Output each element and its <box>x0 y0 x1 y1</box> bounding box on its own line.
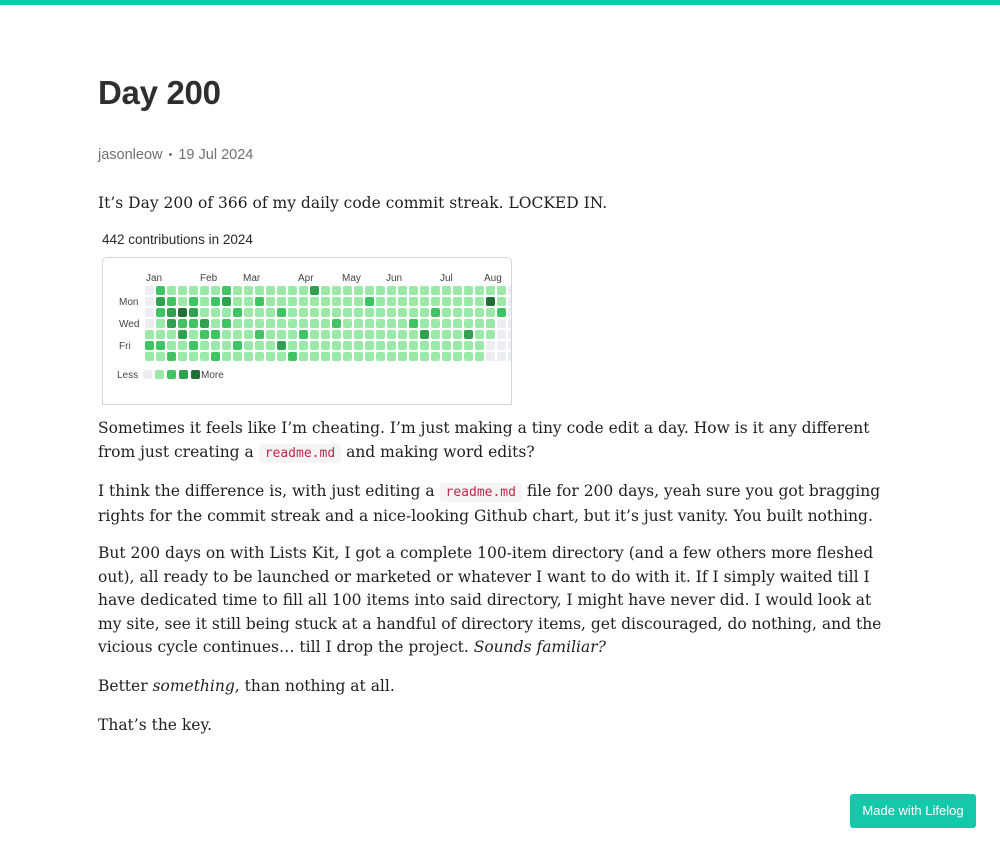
contribution-cell <box>442 341 451 350</box>
contribution-cell <box>244 319 253 328</box>
contribution-cell <box>354 308 363 317</box>
contribution-cell <box>332 308 341 317</box>
contribution-cell <box>508 319 511 328</box>
contribution-cell <box>442 352 451 361</box>
contribution-cell <box>222 319 231 328</box>
contribution-cell <box>321 330 330 339</box>
contribution-cell <box>189 352 198 361</box>
contribution-cell <box>332 319 341 328</box>
contribution-cell <box>475 352 484 361</box>
contribution-cell <box>497 297 506 306</box>
contribution-cell <box>332 297 341 306</box>
contribution-cell <box>431 286 440 295</box>
contribution-cell <box>453 330 462 339</box>
contribution-cell <box>497 286 506 295</box>
contribution-cell <box>244 341 253 350</box>
contribution-cell <box>299 286 308 295</box>
contribution-cell <box>354 319 363 328</box>
contribution-cell <box>266 286 275 295</box>
contribution-cell <box>376 341 385 350</box>
contribution-cell <box>431 330 440 339</box>
contribution-cell <box>409 352 418 361</box>
contribution-cell <box>343 330 352 339</box>
contribution-cell <box>376 319 385 328</box>
contribution-cell <box>332 286 341 295</box>
inline-code: readme.md <box>259 444 341 463</box>
contribution-cell <box>442 330 451 339</box>
contribution-cell <box>497 319 506 328</box>
contribution-cell <box>145 330 154 339</box>
contribution-cell <box>354 341 363 350</box>
contribution-cell <box>288 352 297 361</box>
contribution-cell <box>398 319 407 328</box>
paragraph-intro: It’s Day 200 of 366 of my daily code commit streak. LOCKED IN. <box>98 194 608 212</box>
made-with-lifelog-button[interactable]: Made with Lifelog <box>850 794 976 828</box>
contribution-cell <box>266 341 275 350</box>
contribution-cell <box>475 319 484 328</box>
contribution-cell <box>167 352 176 361</box>
emphasis-text: Sounds familiar? <box>473 638 606 656</box>
contribution-cell <box>189 341 198 350</box>
contribution-cell <box>398 308 407 317</box>
paragraph-text: Sometimes it feels like I’m cheating. I’m just making a tiny code edit a day. How is it any different from just creating a <box>98 419 870 461</box>
contribution-cell <box>420 341 429 350</box>
contribution-cell <box>365 308 374 317</box>
contribution-cell <box>310 308 319 317</box>
contribution-cell <box>321 352 330 361</box>
contribution-cell <box>321 308 330 317</box>
contribution-cell <box>475 330 484 339</box>
contribution-cell <box>200 330 209 339</box>
contribution-cell <box>398 297 407 306</box>
contribution-cell <box>508 286 511 295</box>
contribution-cell <box>464 341 473 350</box>
contribution-cell <box>343 341 352 350</box>
contribution-cell <box>288 308 297 317</box>
legend-swatch <box>191 370 200 379</box>
contribution-cell <box>420 319 429 328</box>
contribution-cell <box>156 352 165 361</box>
contribution-cell <box>508 352 511 361</box>
contribution-cell <box>244 352 253 361</box>
month-label: Aug <box>484 273 502 284</box>
month-label: Jun <box>386 273 403 284</box>
contribution-cell <box>156 297 165 306</box>
contribution-cell <box>299 330 308 339</box>
month-label: Mar <box>243 273 261 284</box>
contribution-cell <box>497 352 506 361</box>
contribution-cell <box>398 352 407 361</box>
legend-swatch <box>155 370 164 379</box>
contribution-cell <box>409 308 418 317</box>
contribution-cell <box>453 308 462 317</box>
contribution-cell <box>376 297 385 306</box>
contribution-cell <box>508 330 511 339</box>
contribution-cell <box>211 297 220 306</box>
contribution-cell <box>398 330 407 339</box>
contribution-cell <box>497 330 506 339</box>
month-label: Jul <box>440 273 453 284</box>
contribution-cell <box>277 297 286 306</box>
contribution-cell <box>420 286 429 295</box>
author-link[interactable]: jasonleow <box>98 147 163 163</box>
contribution-cell <box>431 297 440 306</box>
day-label: Fri <box>119 341 131 352</box>
contribution-cell <box>266 330 275 339</box>
contribution-cell <box>508 341 511 350</box>
meta-separator: • <box>168 149 173 161</box>
contribution-cell <box>442 286 451 295</box>
contribution-cell <box>354 286 363 295</box>
contribution-cell <box>486 330 495 339</box>
contribution-cell <box>266 352 275 361</box>
contribution-cell <box>222 286 231 295</box>
contribution-cell <box>376 286 385 295</box>
paragraph-text: I think the difference is, with just editing a <box>98 482 440 500</box>
contribution-cell <box>222 330 231 339</box>
contribution-cell <box>178 319 187 328</box>
contribution-cell <box>145 352 154 361</box>
contribution-cell <box>431 308 440 317</box>
contribution-cell <box>156 341 165 350</box>
month-label: Apr <box>298 273 314 284</box>
contribution-cell <box>288 319 297 328</box>
contribution-cell <box>255 341 264 350</box>
contribution-cell <box>376 308 385 317</box>
contribution-cell <box>343 297 352 306</box>
contribution-cell <box>233 352 242 361</box>
contribution-cell <box>310 319 319 328</box>
paragraph-difference <box>98 480 898 528</box>
contribution-cell <box>189 330 198 339</box>
contribution-cell <box>365 341 374 350</box>
emphasis-text: something <box>152 677 235 695</box>
contribution-cell <box>464 319 473 328</box>
contribution-cell <box>277 341 286 350</box>
contribution-cell <box>310 286 319 295</box>
contribution-cell <box>233 297 242 306</box>
paragraph-text: and making word edits? <box>341 442 535 461</box>
paragraph-text: , than nothing at all. <box>234 677 395 695</box>
contribution-cell <box>200 352 209 361</box>
contribution-cell <box>145 319 154 328</box>
contribution-cell <box>409 330 418 339</box>
contribution-cell <box>365 319 374 328</box>
contribution-cell <box>299 308 308 317</box>
contribution-cell <box>156 308 165 317</box>
contribution-cell <box>288 297 297 306</box>
month-label: Feb <box>200 273 218 284</box>
day-label: Mon <box>119 297 139 308</box>
contribution-cell <box>211 308 220 317</box>
legend-less-label: Less <box>117 370 139 381</box>
contribution-cell <box>497 341 506 350</box>
contribution-cell <box>508 297 511 306</box>
inline-code: readme.md <box>440 483 522 502</box>
contribution-cell <box>431 319 440 328</box>
contribution-cell <box>211 330 220 339</box>
contribution-cell <box>244 308 253 317</box>
contribution-cell <box>167 308 176 317</box>
contribution-cell <box>332 330 341 339</box>
top-accent-bar <box>0 0 1000 5</box>
contribution-cell <box>255 286 264 295</box>
paragraph-key: That’s the key. <box>98 716 213 734</box>
contribution-cell <box>486 308 495 317</box>
contributions-heading: 442 contributions in 2024 <box>102 232 253 247</box>
contribution-cell <box>420 330 429 339</box>
contribution-cell <box>156 330 165 339</box>
contribution-cell <box>486 297 495 306</box>
contribution-cell <box>255 352 264 361</box>
contribution-cell <box>255 297 264 306</box>
contribution-cell <box>277 352 286 361</box>
contribution-cell <box>332 341 341 350</box>
contribution-cell <box>145 341 154 350</box>
contribution-cell <box>222 352 231 361</box>
contribution-cell <box>167 286 176 295</box>
post-meta <box>98 147 253 163</box>
contribution-graph-image <box>102 257 512 405</box>
contribution-cell <box>442 297 451 306</box>
contribution-cell <box>299 352 308 361</box>
contribution-cell <box>464 286 473 295</box>
contribution-cell <box>200 341 209 350</box>
contribution-cell <box>156 286 165 295</box>
contribution-cell <box>453 286 462 295</box>
contribution-cell <box>431 352 440 361</box>
contribution-cell <box>464 308 473 317</box>
contribution-cell <box>464 330 473 339</box>
contribution-cell <box>211 352 220 361</box>
contribution-cell <box>398 341 407 350</box>
contribution-cell <box>387 308 396 317</box>
contribution-cell <box>178 330 187 339</box>
contribution-cell <box>200 297 209 306</box>
contribution-cell <box>387 286 396 295</box>
contribution-cell <box>321 341 330 350</box>
contribution-cell <box>244 286 253 295</box>
contribution-cell <box>442 308 451 317</box>
paragraph-lists-kit <box>98 542 898 660</box>
contribution-cell <box>420 297 429 306</box>
contribution-cell <box>145 308 154 317</box>
contribution-cell <box>299 319 308 328</box>
contribution-cell <box>167 330 176 339</box>
contribution-cell <box>310 352 319 361</box>
contribution-cell <box>387 330 396 339</box>
contribution-cell <box>321 297 330 306</box>
contribution-cell <box>475 308 484 317</box>
contribution-cell <box>365 352 374 361</box>
page-title: Day 200 <box>98 74 221 111</box>
contribution-cell <box>189 297 198 306</box>
contribution-cell <box>310 330 319 339</box>
contribution-cell <box>277 319 286 328</box>
contribution-cell <box>288 330 297 339</box>
contribution-cell <box>475 341 484 350</box>
contribution-cell <box>255 308 264 317</box>
contribution-cell <box>255 319 264 328</box>
legend-more-label: More <box>201 370 224 381</box>
contribution-cell <box>145 297 154 306</box>
contribution-cell <box>409 319 418 328</box>
contribution-cell <box>244 330 253 339</box>
paragraph-better-something <box>98 675 898 699</box>
contribution-cell <box>288 341 297 350</box>
contribution-cell <box>486 286 495 295</box>
contribution-cell <box>145 286 154 295</box>
paragraph-text: file for 200 days, yeah sure you got bragging rights for the commit streak and a nice-looking Github chart, but it’s just vanity. You built nothing. <box>98 482 881 525</box>
contribution-cell <box>244 297 253 306</box>
contribution-cell <box>321 319 330 328</box>
contribution-cell <box>167 319 176 328</box>
contribution-cell <box>233 341 242 350</box>
contribution-cell <box>211 319 220 328</box>
contribution-cell <box>464 297 473 306</box>
contribution-cell <box>178 352 187 361</box>
contribution-graph <box>103 258 511 404</box>
contribution-cell <box>398 286 407 295</box>
contribution-cell <box>475 286 484 295</box>
contribution-cell <box>354 297 363 306</box>
contribution-cell <box>211 341 220 350</box>
contribution-cell <box>211 286 220 295</box>
day-label: Wed <box>119 319 140 330</box>
contribution-cell <box>420 352 429 361</box>
contribution-cell <box>288 286 297 295</box>
contribution-cell <box>453 352 462 361</box>
contribution-cell <box>354 330 363 339</box>
post-date: 19 Jul 2024 <box>178 147 254 163</box>
contribution-cell <box>233 319 242 328</box>
contribution-cell <box>167 341 176 350</box>
contribution-cell <box>222 297 231 306</box>
month-label: May <box>342 273 361 284</box>
contribution-cell <box>442 319 451 328</box>
contribution-cell <box>189 308 198 317</box>
contribution-cell <box>497 308 506 317</box>
contribution-cell <box>453 297 462 306</box>
contribution-cell <box>475 297 484 306</box>
contribution-cell <box>365 286 374 295</box>
contribution-cell <box>365 330 374 339</box>
contribution-cell <box>178 286 187 295</box>
contribution-cell <box>387 297 396 306</box>
contribution-cell <box>266 297 275 306</box>
contribution-cell <box>222 308 231 317</box>
contribution-cell <box>178 308 187 317</box>
contribution-cell <box>299 341 308 350</box>
contribution-cell <box>277 286 286 295</box>
legend-swatch <box>179 370 188 379</box>
contribution-cell <box>409 341 418 350</box>
contribution-cell <box>200 308 209 317</box>
contribution-cell <box>200 319 209 328</box>
paragraph-text: Better <box>98 677 153 695</box>
contribution-cell <box>233 330 242 339</box>
contribution-cell <box>266 308 275 317</box>
contribution-cell <box>508 308 511 317</box>
contribution-cell <box>453 319 462 328</box>
contribution-cell <box>310 297 319 306</box>
contribution-cell <box>354 352 363 361</box>
month-label: Jan <box>146 273 163 284</box>
contribution-cell <box>365 297 374 306</box>
contribution-cell <box>299 297 308 306</box>
contribution-cell <box>387 352 396 361</box>
contribution-cell <box>486 341 495 350</box>
contribution-cell <box>486 352 495 361</box>
contribution-cell <box>409 297 418 306</box>
contribution-cell <box>343 319 352 328</box>
legend-swatch <box>167 370 176 379</box>
contribution-cell <box>409 286 418 295</box>
contribution-cell <box>233 286 242 295</box>
contribution-cell <box>189 319 198 328</box>
contribution-cell <box>387 341 396 350</box>
contribution-cell <box>189 286 198 295</box>
contribution-cell <box>376 352 385 361</box>
contribution-cell <box>343 308 352 317</box>
contribution-cell <box>486 319 495 328</box>
contribution-cell <box>453 341 462 350</box>
paragraph-cheating <box>98 417 898 465</box>
contribution-cell <box>343 352 352 361</box>
contribution-cell <box>420 308 429 317</box>
contribution-cell <box>464 352 473 361</box>
contribution-cell <box>332 352 341 361</box>
contribution-cell <box>376 330 385 339</box>
contribution-cell <box>310 341 319 350</box>
contribution-cell <box>343 286 352 295</box>
contribution-cell <box>266 319 275 328</box>
contribution-cell <box>178 341 187 350</box>
contribution-cell <box>222 341 231 350</box>
contribution-cell <box>178 297 187 306</box>
contribution-cell <box>156 319 165 328</box>
contribution-cell <box>200 286 209 295</box>
contribution-cell <box>387 319 396 328</box>
contribution-cell <box>277 330 286 339</box>
contribution-cell <box>277 308 286 317</box>
contribution-cell <box>431 341 440 350</box>
contribution-cell <box>255 330 264 339</box>
contribution-cell <box>233 308 242 317</box>
contribution-cell <box>321 286 330 295</box>
paragraph-text: But 200 days on with Lists Kit, I got a complete 100-item directory (and a few others more fleshed out), all ready to be launched or marketed or whatever I want to do with it. If I simply waited till I have dedicated time to fill all 100 items into said directory, I might have never did. I would look at my site, see it still being stuck at a handful of directory items, get discouraged, do nothing, and the vicious cycle continues… till I drop the project. <box>98 544 882 656</box>
legend-swatch <box>143 370 152 379</box>
contribution-cell <box>167 297 176 306</box>
